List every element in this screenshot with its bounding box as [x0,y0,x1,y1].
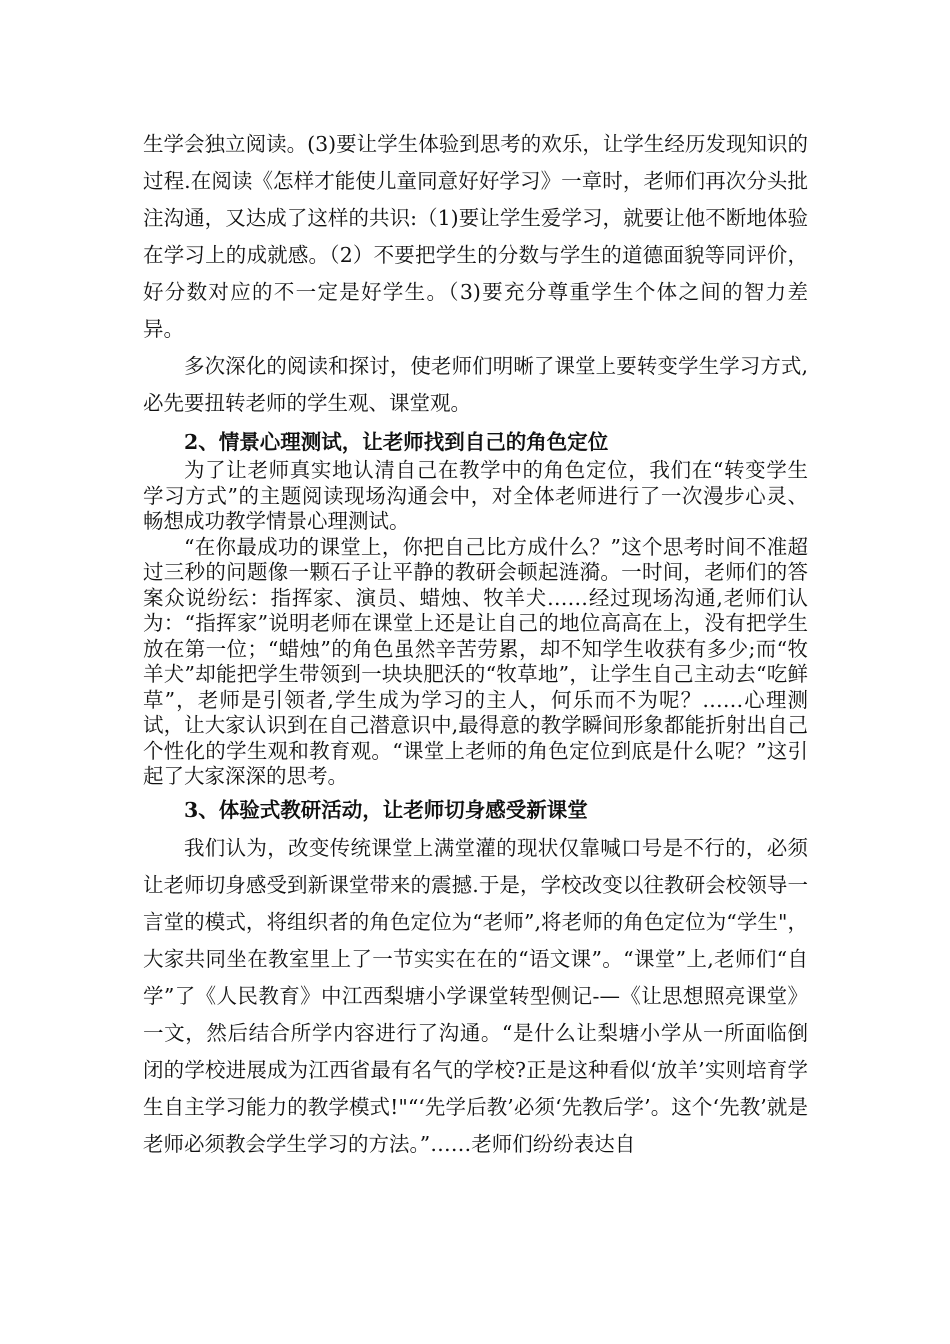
paragraph-3: 为了让老师真实地认清自己在教学中的角色定位，我们在“转变学生学习方式”的主题阅读现场沟通会中，对全体老师进行了一次漫步心灵、畅想成功教学情景心理测试。 [143,458,808,533]
paragraph-4: “在你最成功的课堂上，你把自己比方成什么？”这个思考时间不准超过三秒的问题像一颗石子让平静的教研会顿起涟漪。一时间，老师们的答案众说纷纭：指挥家、演员、蜡烛、牧羊犬……经过现场沟通,老师们认为：“指挥家”说明老师在课堂上还是让自己的地位高高在上，没有把学生放在第一位；“蜡烛”的角色虽然辛苦劳累，却不知学生收获有多少;而“牧羊犬”却能把学生带领到一块块肥沃的“牧草地”，让学生自己主动去“吃鲜草”，老师是引领者,学生成为学习的主人，何乐而不为呢？……心理测试，让大家认识到在自己潜意识中,最得意的教学瞬间形象都能折射出自己个性化的学生观和教育观。“课堂上老师的角色定位到底是什么呢？”这引起了大家深深的思考。 [143,534,808,788]
section-heading-3: 3、体验式教研活动，让老师切身感受新课堂 [184,797,588,822]
paragraph-2: 多次深化的阅读和探讨，使老师们明晰了课堂上要转变学生学习方式,必先要扭转老师的学生观、课堂观。 [143,354,808,415]
document-page [143,126,808,1163]
paragraph-1: 生学会独立阅读。(3)要让学生体验到思考的欢乐，让学生经历发现知识的过程.在阅读《怎样才能使儿童同意好好学习》一章时，老师们再次分头批注沟通，又达成了这样的共识:（1)要让学生爱学习，就要让他不断地体验在学习上的成就感。（2）不要把学生的分数与学生的道德面貌等同评价，好分数对应的不一定是好学生。（3)要充分尊重学生个体之间的智力差异。 [143,132,808,341]
paragraph-5: 我们认为，改变传统课堂上满堂灌的现状仅靠喊口号是不行的，必须让老师切身感受到新课堂带来的震撼.于是，学校改变以往教研会校领导一言堂的模式，将组织者的角色定位为“老师”,将老师的角色定位为“学生"，大家共同坐在教室里上了一节实实在在的“语文课”。“课堂”上,老师们“自学”了《人民教育》中江西梨塘小学课堂转型侧记-—《让思想照亮课堂》一文，然后结合所学内容进行了沟通。“是什么让梨塘小学从一所面临倒闭的学校进展成为江西省最有名气的学校?正是这种看似‘放羊’实则培育学生自主学习能力的教学模式!"“‘先学后教’必须‘先教后学’。这个‘先教’就是老师必须教会学生学习的方法。”……老师们纷纷表达自 [143,835,808,1156]
section-heading-2: 2、情景心理测试，让老师找到自己的角色定位 [184,430,609,454]
